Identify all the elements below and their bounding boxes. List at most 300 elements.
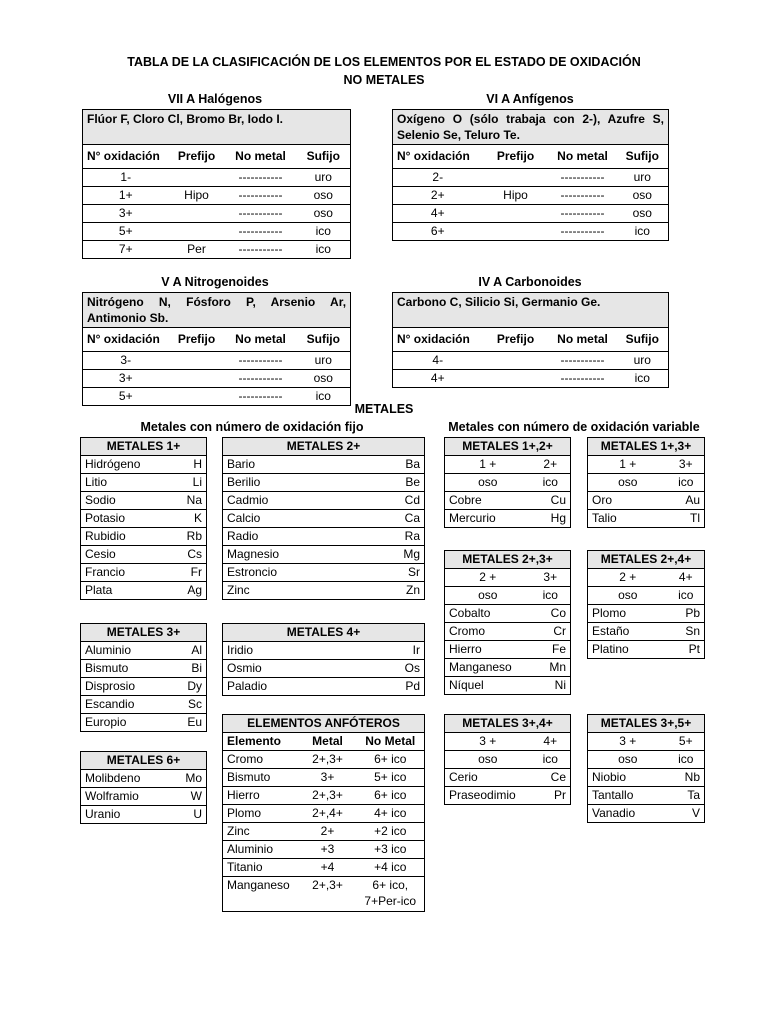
element-symbol: Al xyxy=(167,642,207,660)
table-title: METALES 2+,4+ xyxy=(588,551,705,569)
table-row xyxy=(223,805,425,823)
table-row xyxy=(445,787,571,805)
cell-prefijo xyxy=(169,205,225,223)
oxidation-high: 3+ xyxy=(531,569,571,587)
element-symbol: Sr xyxy=(373,564,425,582)
element-symbol: Bi xyxy=(167,660,207,678)
element-name: Cesio xyxy=(81,546,167,564)
element-name: Talio xyxy=(588,510,668,528)
element-name: Cobre xyxy=(445,492,531,510)
cell-oxidacion: 2- xyxy=(393,169,483,187)
cell-sufijo: ico xyxy=(297,241,351,259)
cell-nometal: ----------- xyxy=(225,169,297,187)
table-row xyxy=(445,659,571,677)
element-symbol: Ni xyxy=(531,677,571,695)
element-symbol: Dy xyxy=(167,678,207,696)
element-symbol: Os xyxy=(373,660,425,678)
table-row xyxy=(588,492,705,510)
oxidation-row xyxy=(445,456,571,474)
metales-1-2-table xyxy=(444,437,571,528)
oxidation-high: 3+ xyxy=(668,456,705,474)
col-oxidacion: N° oxidación xyxy=(83,145,169,169)
element-name: Iridio xyxy=(223,642,373,660)
halogenos-table xyxy=(82,109,351,259)
cell-metal: 2+,4+ xyxy=(299,805,357,823)
cell-nometal: ----------- xyxy=(549,223,617,241)
table-header-row xyxy=(445,551,571,569)
element-name: Uranio xyxy=(81,806,167,824)
table-title: METALES 3+,5+ xyxy=(588,715,705,733)
suffix-low: oso xyxy=(445,587,531,605)
cell-sufijo: uro xyxy=(297,352,351,370)
suffix-low: oso xyxy=(445,474,531,492)
table-row xyxy=(81,510,207,528)
element-name: Praseodimio xyxy=(445,787,531,805)
cell-elemento: Aluminio xyxy=(223,841,299,859)
col-oxidacion: N° oxidación xyxy=(393,328,483,352)
element-symbol: Ca xyxy=(373,510,425,528)
suffix-high: ico xyxy=(531,751,571,769)
element-symbol: Ra xyxy=(373,528,425,546)
anfoteros-last-nometal-line2: 7+Per-ico xyxy=(364,894,417,908)
cell-prefijo: Hipo xyxy=(169,187,225,205)
anfoteros-table xyxy=(222,714,425,912)
suffix-high: ico xyxy=(531,587,571,605)
cell-prefijo xyxy=(169,223,225,241)
table-row xyxy=(81,492,207,510)
cell-prefijo xyxy=(483,370,549,388)
cell-prefijo: Per xyxy=(169,241,225,259)
element-name: Magnesio xyxy=(223,546,373,564)
carbonoides-table xyxy=(392,292,669,388)
element-name: Litio xyxy=(81,474,167,492)
table-row xyxy=(393,370,669,388)
cell-oxidacion: 1+ xyxy=(83,187,169,205)
element-rows xyxy=(445,769,571,805)
oxidation-low: 3 + xyxy=(588,733,668,751)
cell-prefijo: Hipo xyxy=(483,187,549,205)
table-header-row xyxy=(588,551,705,569)
element-name: Wolframio xyxy=(81,788,167,806)
oxidation-low: 1 + xyxy=(588,456,668,474)
cell-sufijo: ico xyxy=(617,370,669,388)
table-row xyxy=(588,641,705,659)
col-oxidacion: N° oxidación xyxy=(83,328,169,352)
cell-no-metal: +3 ico xyxy=(357,841,425,859)
element-name: Potasio xyxy=(81,510,167,528)
cell-metal: +4 xyxy=(299,859,357,877)
col-prefijo: Prefijo xyxy=(169,328,225,352)
cell-sufijo: ico xyxy=(297,223,351,241)
element-name: Osmio xyxy=(223,660,373,678)
suffix-high: ico xyxy=(668,587,705,605)
cell-nometal: ----------- xyxy=(225,241,297,259)
element-name: Hidrógeno xyxy=(81,456,167,474)
cell-metal: 2+,3+ xyxy=(299,787,357,805)
col-metal: Metal xyxy=(299,733,357,751)
metales-2-table xyxy=(222,437,425,600)
element-name: Radio xyxy=(223,528,373,546)
cell-oxidacion: 3- xyxy=(83,352,169,370)
table-row xyxy=(81,582,207,600)
cell-elemento: Zinc xyxy=(223,823,299,841)
table-title: METALES 1+,2+ xyxy=(445,438,571,456)
element-name: Molibdeno xyxy=(81,770,167,788)
table-row xyxy=(223,823,425,841)
table-row xyxy=(393,223,669,241)
element-symbol: Mo xyxy=(167,770,207,788)
table-row xyxy=(83,352,351,370)
element-rows xyxy=(445,605,571,695)
nitrogenoides-desc: Nitrógeno N, Fósforo P, Arsenio Ar, Antimonio Sb. xyxy=(83,293,351,328)
element-symbol: H xyxy=(167,456,207,474)
element-symbol: Mn xyxy=(531,659,571,677)
oxidation-low: 1 + xyxy=(445,456,531,474)
cell-no-metal: 6+ ico xyxy=(357,787,425,805)
metales-3-table xyxy=(80,623,207,732)
metales-2-4-table xyxy=(587,550,705,659)
cell-oxidacion: 2+ xyxy=(393,187,483,205)
table-row xyxy=(223,582,425,600)
cell-nometal: ----------- xyxy=(225,388,297,406)
table-row xyxy=(81,788,207,806)
cell-oxidacion: 7+ xyxy=(83,241,169,259)
element-symbol: Nb xyxy=(668,769,705,787)
element-name: Cobalto xyxy=(445,605,531,623)
table-row xyxy=(83,223,351,241)
metales-3-rows xyxy=(81,642,207,732)
element-symbol: Rb xyxy=(167,528,207,546)
element-symbol: Fe xyxy=(531,641,571,659)
cell-elemento: Titanio xyxy=(223,859,299,877)
element-name: Manganeso xyxy=(445,659,531,677)
element-name: Bismuto xyxy=(81,660,167,678)
cell-metal: 2+,3+ xyxy=(299,751,357,769)
element-symbol: Fr xyxy=(167,564,207,582)
suffix-row xyxy=(588,474,705,492)
carbonoides-desc: Carbono C, Silicio Si, Germanio Ge. xyxy=(393,293,669,328)
table-row xyxy=(445,623,571,641)
table-row xyxy=(445,605,571,623)
table-row xyxy=(445,641,571,659)
metales-3-title: METALES 3+ xyxy=(81,624,207,642)
anfigenos-title: VI A Anfígenos xyxy=(486,92,574,106)
suffix-high: ico xyxy=(668,751,705,769)
metales-1-title: METALES 1+ xyxy=(81,438,207,456)
element-symbol: U xyxy=(167,806,207,824)
element-name: Cerio xyxy=(445,769,531,787)
element-symbol: Tl xyxy=(668,510,705,528)
cell-nometal: ----------- xyxy=(549,169,617,187)
metales-6-table xyxy=(80,751,207,824)
table-row xyxy=(81,528,207,546)
metales-title: METALES xyxy=(354,402,414,416)
table-row xyxy=(588,805,705,823)
element-name: Cadmio xyxy=(223,492,373,510)
cell-metal: 3+ xyxy=(299,769,357,787)
cell-no-metal: +4 ico xyxy=(357,859,425,877)
anfoteros-last-metal: 2+,3+ xyxy=(299,877,357,912)
cell-prefijo xyxy=(169,352,225,370)
element-name: Paladio xyxy=(223,678,373,696)
cell-oxidacion: 3+ xyxy=(83,370,169,388)
anfoteros-last-elemento: Manganeso xyxy=(223,877,299,912)
suffix-row xyxy=(588,751,705,769)
oxidation-row xyxy=(445,569,571,587)
element-symbol: Eu xyxy=(167,714,207,732)
cell-nometal: ----------- xyxy=(225,370,297,388)
cell-oxidacion: 1- xyxy=(83,169,169,187)
table-row xyxy=(81,660,207,678)
table-row xyxy=(393,205,669,223)
cell-oxidacion: 4- xyxy=(393,352,483,370)
suffix-low: oso xyxy=(588,751,668,769)
element-symbol: Cr xyxy=(531,623,571,641)
element-name: Zinc xyxy=(223,582,373,600)
col-elemento: Elemento xyxy=(223,733,299,751)
metales-1-3-table xyxy=(587,437,705,528)
cell-no-metal: 6+ ico xyxy=(357,751,425,769)
cell-nometal: ----------- xyxy=(549,370,617,388)
cell-nometal: ----------- xyxy=(549,205,617,223)
nitrogenoides-title: V A Nitrogenoides xyxy=(161,275,269,289)
document-subtitle: NO METALES xyxy=(343,73,425,87)
table-row xyxy=(81,806,207,824)
halogenos-desc: Flúor F, Cloro Cl, Bromo Br, Iodo I. xyxy=(83,110,351,145)
cell-sufijo: oso xyxy=(297,370,351,388)
col-nometal: No metal xyxy=(549,145,617,169)
cell-sufijo: ico xyxy=(617,223,669,241)
oxidation-row xyxy=(588,733,705,751)
element-symbol: Zn xyxy=(373,582,425,600)
table-row xyxy=(223,528,425,546)
table-row xyxy=(223,474,425,492)
element-symbol: Mg xyxy=(373,546,425,564)
anfigenos-desc: Oxígeno O (sólo trabaja con 2-), Azufre S, Selenio Se, Teluro Te. xyxy=(393,110,669,145)
oxidation-low: 3 + xyxy=(445,733,531,751)
element-symbol: Pd xyxy=(373,678,425,696)
element-symbol: W xyxy=(167,788,207,806)
col-prefijo: Prefijo xyxy=(483,145,549,169)
suffix-high: ico xyxy=(531,474,571,492)
element-symbol: Co xyxy=(531,605,571,623)
cell-oxidacion: 4+ xyxy=(393,205,483,223)
element-symbol: K xyxy=(167,510,207,528)
metales-4-title: METALES 4+ xyxy=(223,624,425,642)
table-row xyxy=(393,169,669,187)
table-row xyxy=(223,787,425,805)
carbonoides-rows xyxy=(393,352,669,388)
element-symbol: Ta xyxy=(668,787,705,805)
table-row xyxy=(83,187,351,205)
cell-sufijo: oso xyxy=(297,205,351,223)
suffix-low: oso xyxy=(445,751,531,769)
element-rows xyxy=(445,492,571,528)
cell-nometal: ----------- xyxy=(225,205,297,223)
anfoteros-last-nometal xyxy=(357,877,425,912)
table-header-row xyxy=(445,715,571,733)
cell-oxidacion: 5+ xyxy=(83,223,169,241)
table-row xyxy=(445,510,571,528)
table-row xyxy=(223,642,425,660)
table-row xyxy=(393,187,669,205)
element-name: Aluminio xyxy=(81,642,167,660)
metales-2-rows xyxy=(223,456,425,600)
cell-elemento: Cromo xyxy=(223,751,299,769)
table-row xyxy=(588,510,705,528)
cell-sufijo: oso xyxy=(297,187,351,205)
cell-nometal: ----------- xyxy=(225,187,297,205)
element-symbol: Sn xyxy=(668,623,705,641)
metales-4-table xyxy=(222,623,425,696)
cell-nometal: ----------- xyxy=(549,352,617,370)
table-row xyxy=(223,510,425,528)
element-symbol: Hg xyxy=(531,510,571,528)
col-nometal: No metal xyxy=(549,328,617,352)
cell-elemento: Hierro xyxy=(223,787,299,805)
table-row xyxy=(81,546,207,564)
element-symbol: Au xyxy=(668,492,705,510)
element-symbol: Cu xyxy=(531,492,571,510)
element-name: Mercurio xyxy=(445,510,531,528)
cell-sufijo: oso xyxy=(617,205,669,223)
cell-sufijo: ico xyxy=(297,388,351,406)
table-row xyxy=(223,564,425,582)
anfoteros-rows xyxy=(223,751,425,877)
fijo-title: Metales con número de oxidación fijo xyxy=(140,420,364,434)
table-row xyxy=(588,623,705,641)
document-title: TABLA DE LA CLASIFICACIÓN DE LOS ELEMENTOS POR EL ESTADO DE OXIDACIÓN xyxy=(127,55,641,69)
metales-1-table xyxy=(80,437,207,600)
metales-3-4-table xyxy=(444,714,571,805)
table-row xyxy=(81,678,207,696)
col-sufijo: Sufijo xyxy=(297,145,351,169)
suffix-row xyxy=(445,474,571,492)
cell-prefijo xyxy=(169,169,225,187)
cell-sufijo: uro xyxy=(617,169,669,187)
element-symbol: Ba xyxy=(373,456,425,474)
element-symbol: Sc xyxy=(167,696,207,714)
element-name: Platino xyxy=(588,641,668,659)
table-row xyxy=(83,241,351,259)
element-symbol: Cd xyxy=(373,492,425,510)
element-symbol: Ir xyxy=(373,642,425,660)
cell-elemento: Bismuto xyxy=(223,769,299,787)
col-sufijo: Sufijo xyxy=(617,145,669,169)
cell-no-metal: 5+ ico xyxy=(357,769,425,787)
metales-1-rows xyxy=(81,456,207,600)
table-row xyxy=(81,474,207,492)
metales-6-title: METALES 6+ xyxy=(81,752,207,770)
variable-title: Metales con número de oxidación variable xyxy=(448,420,700,434)
nitrogenoides-table xyxy=(82,292,351,406)
element-symbol: Be xyxy=(373,474,425,492)
table-row xyxy=(223,769,425,787)
table-row xyxy=(223,859,425,877)
cell-prefijo xyxy=(483,205,549,223)
cell-nometal: ----------- xyxy=(549,187,617,205)
suffix-high: ico xyxy=(668,474,705,492)
table-row xyxy=(223,660,425,678)
table-row xyxy=(223,456,425,474)
element-name: Rubidio xyxy=(81,528,167,546)
halogenos-title: VII A Halógenos xyxy=(167,92,263,106)
cell-prefijo xyxy=(483,352,549,370)
col-prefijo: Prefijo xyxy=(483,328,549,352)
element-name: Hierro xyxy=(445,641,531,659)
element-name: Berilio xyxy=(223,474,373,492)
halogenos-rows xyxy=(83,169,351,259)
table-title: METALES 1+,3+ xyxy=(588,438,705,456)
table-row xyxy=(223,751,425,769)
table-header-row xyxy=(588,438,705,456)
col-sufijo: Sufijo xyxy=(617,328,669,352)
oxidation-low: 2 + xyxy=(445,569,531,587)
element-name: Tantallo xyxy=(588,787,668,805)
col-prefijo: Prefijo xyxy=(169,145,225,169)
table-row xyxy=(223,841,425,859)
table-row xyxy=(588,769,705,787)
metales-3-5-table xyxy=(587,714,705,823)
table-title: METALES 2+,3+ xyxy=(445,551,571,569)
table-row xyxy=(223,678,425,696)
anfoteros-last-nometal-line1: 6+ ico, xyxy=(372,878,409,892)
cell-metal: +3 xyxy=(299,841,357,859)
element-name: Plomo xyxy=(588,605,668,623)
table-row xyxy=(81,696,207,714)
table-row xyxy=(445,492,571,510)
suffix-row xyxy=(445,751,571,769)
metales-2-title: METALES 2+ xyxy=(223,438,425,456)
col-nometal: No metal xyxy=(225,328,297,352)
table-row xyxy=(588,605,705,623)
metales-6-rows xyxy=(81,770,207,824)
element-name: Estaño xyxy=(588,623,668,641)
element-name: Francio xyxy=(81,564,167,582)
element-name: Escandio xyxy=(81,696,167,714)
col-sufijo: Sufijo xyxy=(297,328,351,352)
anfigenos-table xyxy=(392,109,669,241)
cell-nometal: ----------- xyxy=(225,223,297,241)
oxidation-high: 2+ xyxy=(531,456,571,474)
element-rows xyxy=(588,769,705,823)
suffix-row xyxy=(445,587,571,605)
element-name: Níquel xyxy=(445,677,531,695)
element-name: Europio xyxy=(81,714,167,732)
cell-no-metal: +2 ico xyxy=(357,823,425,841)
col-oxidacion: N° oxidación xyxy=(393,145,483,169)
element-rows xyxy=(588,605,705,659)
nitrogenoides-rows xyxy=(83,352,351,406)
cell-sufijo: uro xyxy=(617,352,669,370)
element-name: Sodio xyxy=(81,492,167,510)
cell-oxidacion: 3+ xyxy=(83,205,169,223)
element-symbol: Pb xyxy=(668,605,705,623)
element-symbol: Cs xyxy=(167,546,207,564)
table-header-row xyxy=(445,438,571,456)
element-symbol: Ag xyxy=(167,582,207,600)
cell-sufijo: oso xyxy=(617,187,669,205)
table-row xyxy=(83,205,351,223)
element-name: Disprosio xyxy=(81,678,167,696)
suffix-low: oso xyxy=(588,474,668,492)
table-row xyxy=(81,564,207,582)
element-name: Oro xyxy=(588,492,668,510)
table-row xyxy=(81,642,207,660)
element-name: Calcio xyxy=(223,510,373,528)
table-row xyxy=(588,787,705,805)
cell-prefijo xyxy=(169,370,225,388)
